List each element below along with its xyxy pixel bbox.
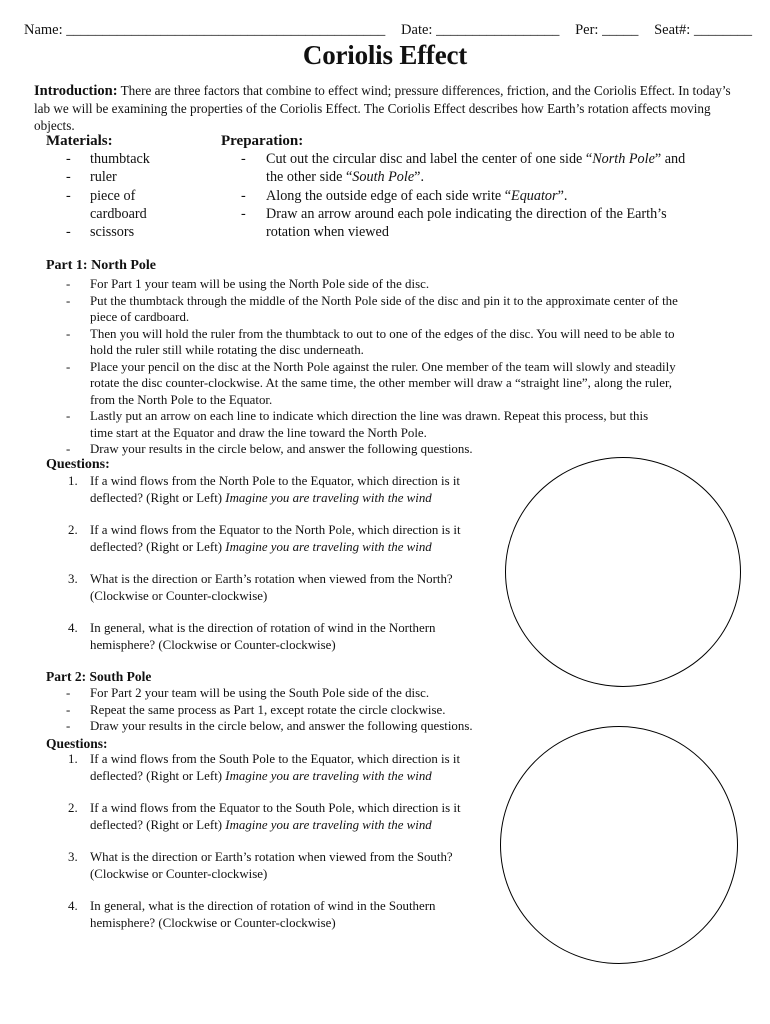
part2-question-1: 1. If a wind flows from the South Pole to the Equator, which direction is it deflected? (Right or Left) Imagine you are traveling with the wind [68,752,461,783]
north-pole-drawing-circle[interactable] [505,457,741,687]
materials-list [66,150,206,241]
intro-label: Introduction: [34,83,118,99]
part1-questions-heading: Questions: [46,457,110,472]
list-item: - Along the outside edge of each side write “Equator”. [241,187,568,204]
list-item: - Put the thumbtack through the middle of the North Pole side of the disc and pin it to the approximate center of the [66,293,678,308]
list-item: time start at the Equator and draw the line toward the North Pole. [90,425,427,440]
list-item: the other side “South Pole”. [266,169,425,186]
list-item: - Place your pencil on the disc at the North Pole against the ruler. One member of the team will slowly and steadily [66,359,676,374]
part2-instructions [66,685,746,735]
part2-question-3: 3. What is the direction or Earth’s rotation when viewed from the South? (Clockwise or Counter-clockwise) [68,850,453,881]
list-item: - Then you will hold the ruler from the thumbtack to out to one of the edges of the disc. You will need to be able to [66,326,675,341]
part1-question-3: 3. What is the direction or Earth’s rotation when viewed from the North? (Clockwise or Counter-clockwise) [68,572,453,603]
part1-heading: Part 1: North Pole [46,258,157,273]
list-item: - Draw your results in the circle below, and answer the following questions. [66,719,473,733]
list-item: - Lastly put an arrow on each line to indicate which direction the line was drawn. Repeat this process, but this [66,409,649,423]
list-item: - Repeat the same process as Part 1, except rotate the circle clockwise. [66,702,446,717]
list-item: - piece of [66,187,136,204]
header-line [24,22,752,39]
south-pole-drawing-circle[interactable] [500,726,738,964]
name-field[interactable]: Name: ____________________________________________ [24,22,386,38]
list-item: - For Part 1 your team will be using the North Pole side of the disc. [66,277,430,291]
part2-question-4: 4. In general, what is the direction of rotation of wind in the Southern hemisphere? (Clockwise or Counter-clockwise) [68,899,436,930]
list-item: - Draw your results in the circle below, and answer the following questions. [66,442,473,456]
preparation-list [241,150,731,241]
list-item: - Cut out the circular disc and label the center of one side “North Pole” and [241,151,686,167]
part1-question-4: 4. In general, what is the direction of rotation of wind in the Northern hemisphere? (Clockwise or Counter-clockwise) [68,621,436,652]
seat-field[interactable]: Seat#: ________ [654,22,752,38]
part2-questions-heading: Questions: [46,736,108,751]
list-item: hold the ruler still while rotating the disc underneath. [90,343,364,357]
part1-instructions [66,276,746,458]
list-item: - Draw an arrow around each pole indicating the direction of the Earth’s [241,205,667,222]
list-item: - ruler [66,169,117,186]
list-item: - thumbtack [66,151,150,167]
list-item: cardboard [90,205,147,222]
list-item: - For Part 2 your team will be using the South Pole side of the disc. [66,686,430,700]
page-title: Coriolis Effect [302,40,468,70]
part2-question-2: 2. If a wind flows from the Equator to the South Pole, which direction is it deflected? (Right or Left) Imagine you are traveling with the wind [68,801,461,832]
list-item: from the North Pole to the Equator. [90,392,273,407]
introduction [34,82,750,134]
date-field[interactable]: Date: _________________ [401,22,560,38]
list-item: piece of cardboard. [90,310,190,324]
materials-heading: Materials: [46,133,113,149]
part2-heading: Part 2: South Pole [46,669,152,684]
intro-text: There are three factors that combine to effect wind; pressure differences, friction, and the Coriolis Effect. In today’s lab we will be examining the properties of the Coriolis Effect. The Coriolis Effect describes how Earth’s rotation affects moving objects. [34,83,731,133]
preparation-heading: Preparation: [221,133,304,149]
period-field[interactable]: Per: _____ [575,22,639,38]
part1-question-1: 1. If a wind flows from the North Pole to the Equator, which direction is it deflected? (Right or Left) Imagine you are traveling with the wind [68,474,461,505]
list-item: rotate the disc counter-clockwise. At the same time, the other member will draw a “straight line”, along the ruler, [90,376,672,390]
list-item: - scissors [66,224,135,241]
list-item: rotation when viewed [266,224,389,241]
part1-question-2: 2. If a wind flows from the Equator to the North Pole, which direction is it deflected? (Right or Left) Imagine you are traveling with the wind [68,523,461,554]
